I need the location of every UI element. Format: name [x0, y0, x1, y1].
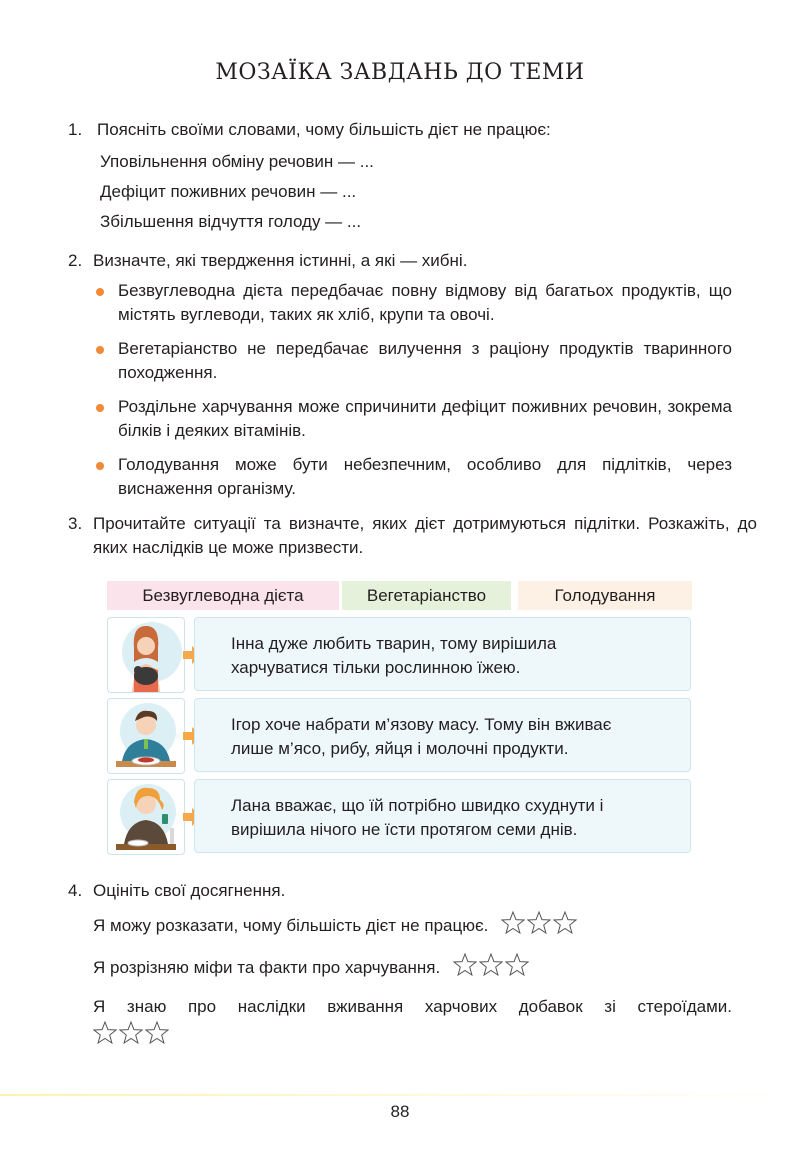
boy-eating-illustration: [107, 698, 185, 774]
task-prompt: Поясніть своїми словами, чому більшість дієт не працює:: [97, 120, 551, 139]
situation-row: [107, 617, 693, 693]
star-icon[interactable]: [527, 911, 551, 934]
situation-text: Інна дуже любить тварин, тому вирішила: [231, 634, 557, 653]
situation-text: вирішила нічого не їсти протягом семи днів.: [231, 820, 578, 839]
girl-with-phone-illustration: [107, 779, 185, 855]
bullet-icon: [96, 404, 104, 412]
statement-item: Безвуглеводна дієта передбачає повну відмову від багатьох продуктів, що містять вуглеводи, таких як хліб, крупи та овочі.: [68, 279, 732, 327]
star-rating[interactable]: [93, 1021, 171, 1051]
task-line: Уповільнення обміну речовин — ...: [100, 152, 374, 171]
task-1: [68, 118, 732, 234]
category-fasting: Голодування: [518, 581, 692, 610]
page-title: МОЗАЇКА ЗАВДАНЬ ДО ТЕМИ: [215, 60, 585, 85]
task-number: 1.: [68, 120, 83, 139]
bullet-icon: [96, 462, 104, 470]
task-number: 3.: [68, 514, 83, 533]
situation-box: [194, 779, 691, 853]
bullet-icon: [96, 288, 104, 296]
situation-text: Лана вважає, що їй потрібно швидко схуднути і: [231, 796, 604, 815]
task-prompt: Визначте, які твердження істинні, а які — хибні.: [93, 251, 468, 270]
star-icon[interactable]: [453, 953, 477, 976]
task-line: Збільшення відчуття голоду — ...: [100, 212, 362, 231]
star-icon[interactable]: [145, 1021, 169, 1044]
task-number: 2.: [68, 251, 83, 270]
statement-item: Вегетаріанство не передбачає вилучення з раціону продуктів тваринного походження.: [68, 337, 732, 385]
task-number: 4.: [68, 881, 83, 900]
statement-list: [68, 279, 732, 501]
girl-with-cat-illustration: [107, 617, 185, 693]
task-prompt: Оцініть свої досягнення.: [93, 881, 286, 900]
situation-box: [194, 617, 691, 691]
task-3: [68, 512, 757, 560]
star-icon[interactable]: [93, 1021, 117, 1044]
situation-text: лише м’ясо, рибу, яйця і молочні продукти.: [231, 739, 569, 758]
star-icon[interactable]: [479, 953, 503, 976]
statement-item: Роздільне харчування може спричинити дефіцит поживних речовин, зокрема білків і деяких вітамінів.: [68, 395, 732, 443]
star-rating[interactable]: [453, 953, 531, 983]
situation-text: Ігор хоче набрати м’язову масу. Тому він вживає: [231, 715, 612, 734]
situation-row: [107, 698, 693, 774]
task-prompt: Прочитайте ситуації та визначте, яких дієт дотримуються підлітки. Розкажіть, до яких наслідків це може призвести.: [93, 514, 757, 557]
task-4: [68, 879, 732, 1051]
task-2: [68, 249, 732, 511]
star-icon[interactable]: [119, 1021, 143, 1044]
achievement-item: Я можу розказати, чому більшість дієт не працює.: [93, 911, 732, 941]
task-line: Дефіцит поживних речовин — ...: [100, 182, 357, 201]
star-icon[interactable]: [505, 953, 529, 976]
star-rating[interactable]: [501, 911, 579, 941]
category-vegetarian: Вегетаріанство: [342, 581, 511, 610]
bullet-icon: [96, 346, 104, 354]
page-number: 88: [390, 1102, 410, 1121]
situation-box: [194, 698, 691, 772]
statement-item: Голодування може бути небезпечним, особливо для підлітків, через виснаження організму.: [68, 453, 732, 501]
situation-row: [107, 779, 693, 855]
footer-divider: [0, 1094, 800, 1096]
category-low-carb: Безвуглеводна дієта: [107, 581, 339, 610]
star-icon[interactable]: [553, 911, 577, 934]
star-icon[interactable]: [501, 911, 525, 934]
achievement-item: Я розрізняю міфи та факти про харчування.: [93, 953, 732, 983]
achievement-item: Я знаю про наслідки вживання харчових добавок зі стероїдами.: [93, 997, 732, 1016]
situation-text: харчуватися тільки рослинною їжею.: [231, 658, 521, 677]
